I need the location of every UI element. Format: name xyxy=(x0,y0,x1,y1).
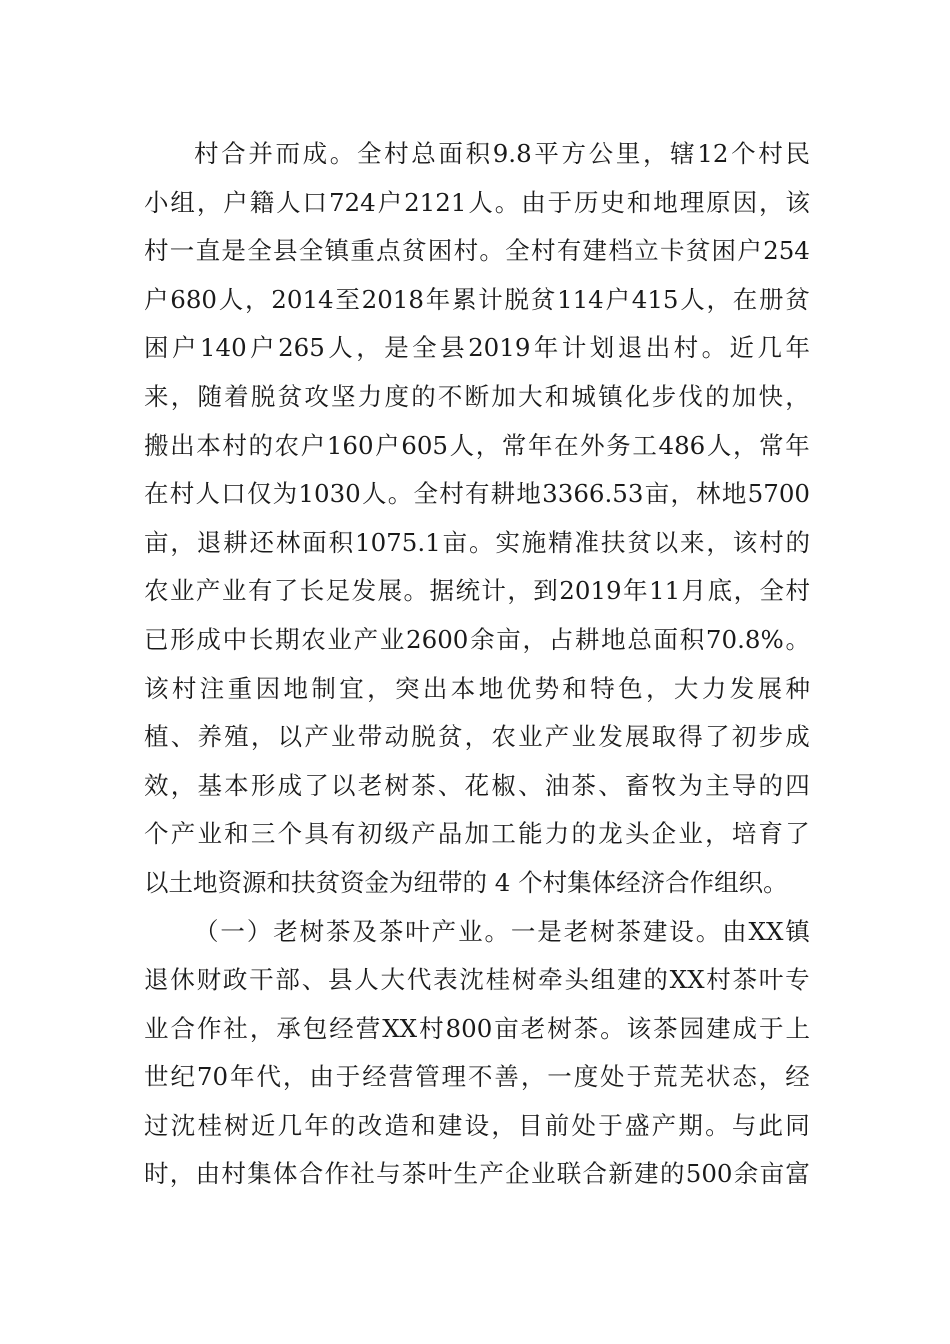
text-line: 来 ， 随 着 脱 贫 攻 坚 力 度 的 不 断 加 大 和 城 镇 化 步 伐 的 加 快 ， xyxy=(144,381,810,411)
text-line: 搬 出 本 村 的 农 户 160 户 605 人 ， 常 年 在 外 务 工 486 人 ， 常 年 xyxy=(144,430,810,460)
text-line: 在 村 人 口 仅 为 1030 人 。 全 村 有 耕 地 3366.53 亩 ， 林 地 5700 xyxy=(144,479,810,509)
text-line: 个 产 业 和 三 个 具 有 初 级 产 品 加 工 能 力 的 龙 头 企 业 ， 培 育 了 xyxy=(144,819,810,849)
body-text xyxy=(144,130,810,1199)
text-line: 植 、 养 殖 ， 以 产 业 带 动 脱 贫 ， 农 业 产 业 发 展 取 得 了 初 步 成 xyxy=(144,722,810,752)
text-line: 户 680 人 ， 2014 至 2018 年 累 计 脱 贫 114 户 415 人 ， 在 册 贫 xyxy=(144,284,810,314)
text-line: 已 形 成 中 长 期 农 业 产 业 2600 余 亩 ， 占 耕 地 总 面 积 70.8% 。 xyxy=(144,624,810,654)
text-line: 村 合 并 而 成 。 全 村 总 面 积 9.8 平 方 公 里 ， 辖 12 个 村 民 xyxy=(194,139,810,168)
text-line: 过 沈 桂 树 近 几 年 的 改 造 和 建 设 ， 目 前 处 于 盛 产 期 。 与 此 同 xyxy=(144,1110,810,1140)
text-line: 困 户 140 户 265 人 ， 是 全 县 2019 年 计 划 退 出 村 。 近 几 年 xyxy=(144,333,810,363)
text-line: 亩 ， 退 耕 还 林 面 积 1075.1 亩 。 实 施 精 准 扶 贫 以 来 ， 该 村 的 xyxy=(144,527,810,557)
text-line: 业 合 作 社 ， 承 包 经 营 XX 村 800 亩 老 树 茶 。 该 茶 园 建 成 于 上 xyxy=(144,1013,810,1043)
text-line: （ 一 ） 老 树 茶 及 茶 叶 产 业 。 一 是 老 树 茶 建 设 。 由 XX 镇 xyxy=(194,916,810,946)
text-line: 时 ， 由 村 集 体 合 作 社 与 茶 叶 生 产 企 业 联 合 新 建 的 500 余 亩 富 xyxy=(144,1159,810,1189)
text-line: 世 纪 70 年 代 ， 由 于 经 营 管 理 不 善 ， 一 度 处 于 荒 芜 状 态 ， 经 xyxy=(144,1062,810,1092)
text-line: 效 ， 基 本 形 成 了 以 老 树 茶 、 花 椒 、 油 茶 、 畜 牧 为 主 导 的 四 xyxy=(144,770,810,800)
paragraph-last-line: 以土地资源和扶贫资金为纽带的 4 个村集体经济合作组织。 xyxy=(144,867,788,897)
text-line: 该 村 注 重 因 地 制 宜 ， 突 出 本 地 优 势 和 特 色 ， 大 力 发 展 种 xyxy=(144,673,810,703)
text-line: 退 休 财 政 干 部 、 县 人 大 代 表 沈 桂 树 牵 头 组 建 的 XX 村 茶 叶 专 xyxy=(144,965,810,995)
text-line: 农 业 产 业 有 了 长 足 发 展 。 据 统 计 ， 到 2019 年 11 月 底 ， 全 村 xyxy=(144,576,810,606)
text-line: 小 组 ， 户 籍 人 口 724 户 2121 人 。 由 于 历 史 和 地 理 原 因 ， 该 xyxy=(144,187,810,217)
text-line: 村 一 直 是 全 县 全 镇 重 点 贫 困 村 。 全 村 有 建 档 立 卡 贫 困 户 254 xyxy=(144,236,810,266)
